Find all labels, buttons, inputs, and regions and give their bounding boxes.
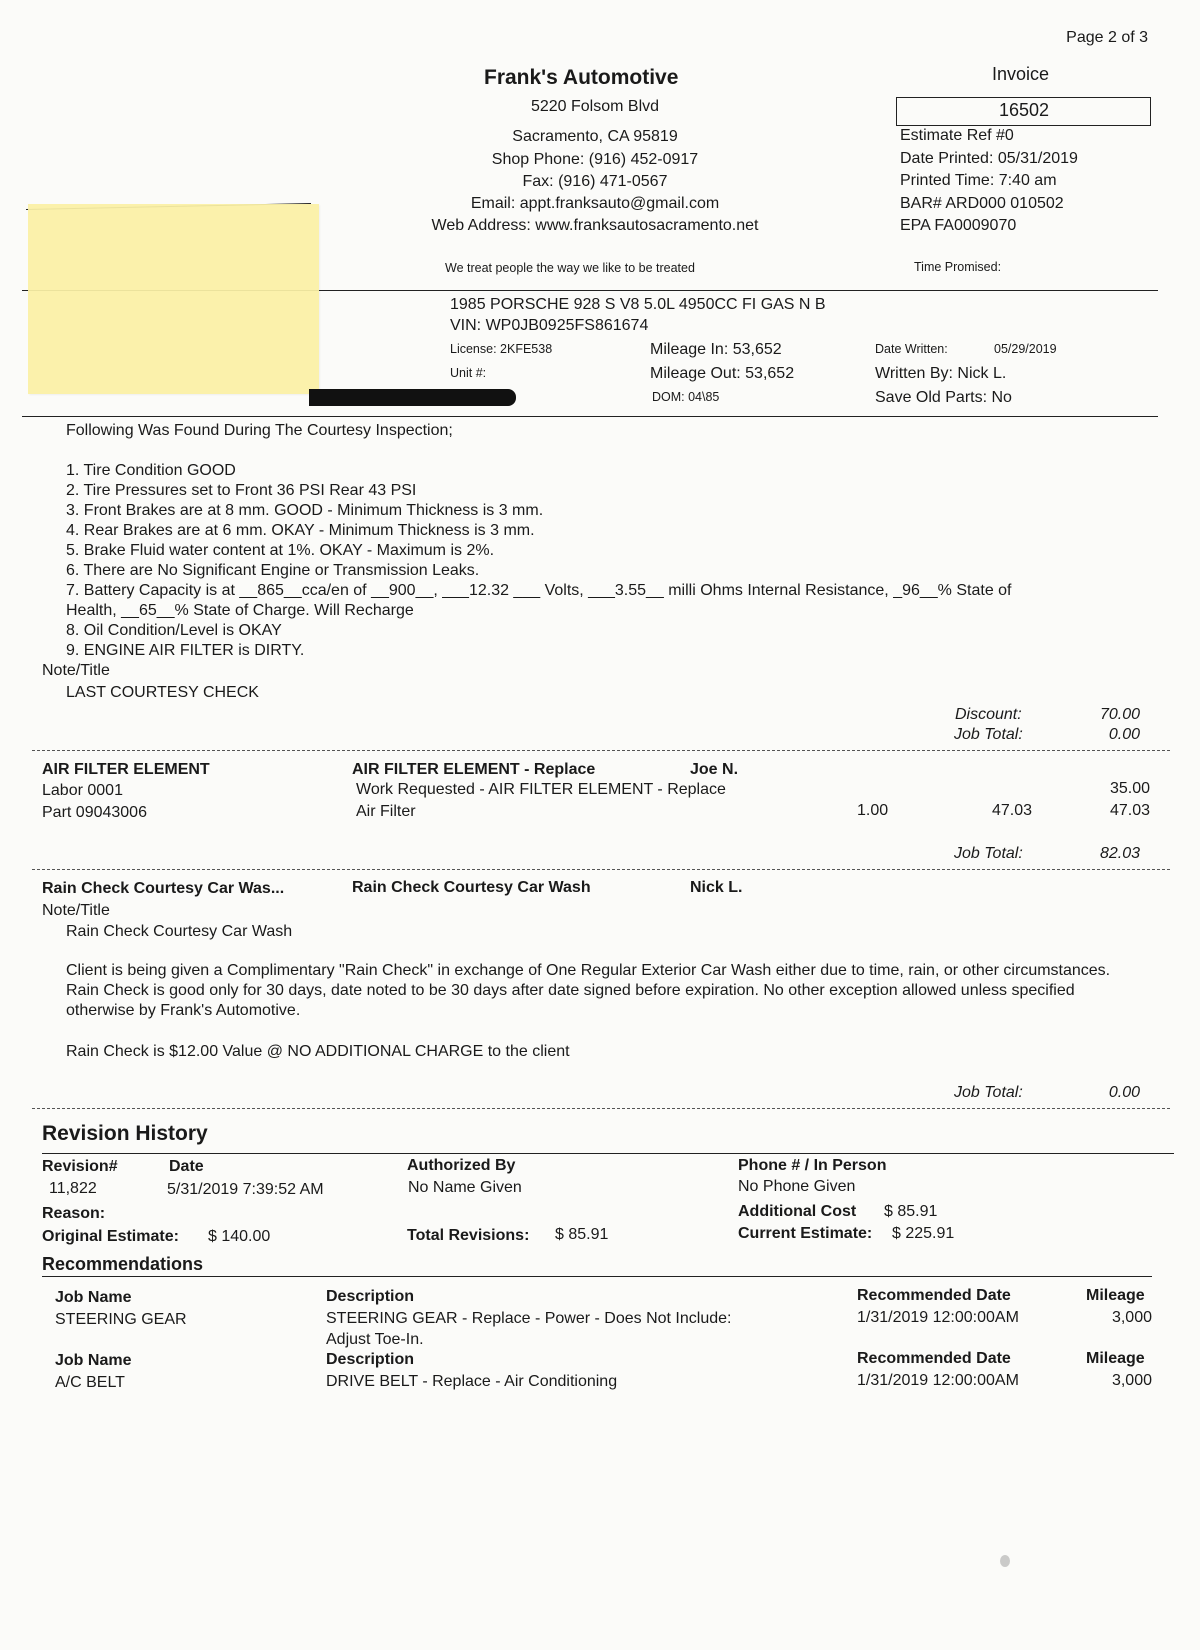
phone-value: No Phone Given xyxy=(738,1178,856,1195)
rec-description: STEERING GEAR - Replace - Power - Does Not Include: xyxy=(326,1310,732,1327)
shop-motto: We treat people the way we like to be treated xyxy=(445,261,695,275)
labor-desc: Work Requested - AIR FILTER ELEMENT - Replace xyxy=(356,781,726,798)
revision-date: 5/31/2019 7:39:52 AM xyxy=(167,1181,324,1198)
date-written-label: Date Written: xyxy=(875,342,948,356)
date-written: 05/29/2019 xyxy=(994,342,1057,356)
invoice-number: 16502 xyxy=(998,100,1050,120)
inspection-item: 9. ENGINE AIR FILTER is DIRTY. xyxy=(66,642,305,659)
rec-date: 1/31/2019 12:00:00AM xyxy=(857,1372,1019,1389)
note-text: Rain Check Courtesy Car Wash xyxy=(66,923,293,940)
part-price: 47.03 xyxy=(991,802,1032,819)
rec-mileage: 3,000 xyxy=(1111,1309,1152,1326)
printed-time: Printed Time: 7:40 am xyxy=(900,172,1057,189)
labor-line-label: Labor 0001 xyxy=(42,782,123,799)
job-total-value: 82.03 xyxy=(1099,845,1140,862)
shop-name: Frank's Automotive xyxy=(484,66,679,89)
vehicle-desc: 1985 PORSCHE 928 S V8 5.0L 4950CC FI GAS N B xyxy=(450,296,826,313)
part-qty: 1.00 xyxy=(857,802,889,819)
col-job-name: Job Name xyxy=(55,1352,132,1369)
rain-check-value: Rain Check is $12.00 Value @ NO ADDITIONAL CHARGE to the client xyxy=(66,1043,570,1060)
phone-label: Phone # / In Person xyxy=(738,1157,887,1174)
note-title-label: Note/Title xyxy=(42,902,110,919)
col-job-name: Job Name xyxy=(55,1289,132,1306)
col-mileage: Mileage xyxy=(1086,1350,1145,1367)
section-divider xyxy=(32,869,1170,870)
rain-check-paragraph: Client is being given a Complimentary "Rain Check" in exchange of One Regular Exterior Car Wash either due to time, rain, or other circumstances. Rain Check is good only for 30 days, date noted to be 30 days after date signed before expiration. No other exception allowed unless specified otherwise by Frank's Automotive. xyxy=(66,962,1111,1019)
inspection-item: 1. Tire Condition GOOD xyxy=(66,462,236,479)
note-title-label: Note/Title xyxy=(42,662,110,679)
note-text: LAST COURTESY CHECK xyxy=(66,684,259,701)
rec-description: DRIVE BELT - Replace - Air Conditioning xyxy=(326,1373,618,1390)
job-total-label: Job Total: xyxy=(954,726,1023,743)
job-title: Rain Check Courtesy Car Wash xyxy=(352,879,591,896)
job-total-value: 0.00 xyxy=(1108,726,1140,743)
job-tech: Joe N. xyxy=(690,761,739,778)
written-by: Written By: Nick L. xyxy=(875,365,1007,382)
shop-fax: Fax: (916) 471-0567 xyxy=(522,173,668,190)
revision-date-label: Date xyxy=(169,1158,204,1175)
inspection-item: 7. Battery Capacity is at __865__cca/en of __900__, ___12.32 ___ Volts, ___3.55__ milli Ohms Internal Resistance, _96__% State of xyxy=(66,582,1012,599)
rec-job-name: STEERING GEAR xyxy=(55,1311,187,1328)
section-divider xyxy=(32,750,1170,751)
inspection-item: 4. Rear Brakes are at 6 mm. OKAY - Minimum Thickness is 3 mm. xyxy=(66,522,535,539)
shop-email: Email: appt.franksauto@gmail.com xyxy=(470,195,720,212)
part-desc: Air Filter xyxy=(356,803,416,820)
labor-amount: 35.00 xyxy=(1109,780,1150,797)
inspection-item: 5. Brake Fluid water content at 1%. OKAY - Maximum is 2%. xyxy=(66,542,495,559)
job-name: Rain Check Courtesy Car Was... xyxy=(42,880,285,897)
col-mileage: Mileage xyxy=(1086,1287,1145,1304)
sticky-note xyxy=(28,204,319,394)
job-tech: Nick L. xyxy=(690,879,743,896)
rec-description-cont: Adjust Toe-In. xyxy=(326,1331,424,1348)
current-estimate-label: Current Estimate: xyxy=(738,1225,873,1242)
shop-phone: Shop Phone: (916) 452-0917 xyxy=(491,151,699,168)
page-number: Page 2 of 3 xyxy=(1066,29,1148,46)
recommendations-divider xyxy=(42,1276,1152,1277)
col-description: Description xyxy=(326,1288,415,1305)
discount-value: 70.00 xyxy=(1099,706,1140,723)
col-recommended-date: Recommended Date xyxy=(857,1287,1011,1304)
redaction-bar xyxy=(309,389,516,406)
section-divider xyxy=(32,1108,1170,1109)
job-total-label: Job Total: xyxy=(954,1084,1023,1101)
inspection-heading: Following Was Found During The Courtesy Inspection; xyxy=(66,422,453,439)
part-amount: 47.03 xyxy=(1109,802,1150,819)
inspection-item: Health, __65__% State of Charge. Will Recharge xyxy=(66,602,414,619)
save-old-parts: Save Old Parts: No xyxy=(875,389,1012,406)
discount-label: Discount: xyxy=(955,706,1022,723)
total-revisions: $ 85.91 xyxy=(555,1226,609,1243)
authorized-by-label: Authorized By xyxy=(407,1157,516,1174)
vehicle-license: License: 2KFE538 xyxy=(450,342,553,356)
part-line-label: Part 09043006 xyxy=(42,804,147,821)
recommendations-heading: Recommendations xyxy=(42,1254,204,1274)
reason-label: Reason: xyxy=(42,1205,106,1222)
inspection-item: 3. Front Brakes are at 8 mm. GOOD - Minimum Thickness is 3 mm. xyxy=(66,502,544,519)
invoice-label: Invoice xyxy=(992,64,1050,84)
scan-speck xyxy=(1000,1555,1010,1567)
col-description: Description xyxy=(326,1351,415,1368)
rec-mileage: 3,000 xyxy=(1111,1372,1152,1389)
job-title: AIR FILTER ELEMENT - Replace xyxy=(352,761,596,778)
inspection-item: 6. There are No Significant Engine or Transmission Leaks. xyxy=(66,562,480,579)
revision-divider xyxy=(42,1153,1174,1154)
estimate-ref: Estimate Ref #0 xyxy=(900,127,1014,144)
shop-web: Web Address: www.franksautosacramento.net xyxy=(431,217,759,234)
revision-heading: Revision History xyxy=(42,1122,208,1145)
inspection-item: 2. Tire Pressures set to Front 36 PSI Rear 43 PSI xyxy=(66,482,417,499)
current-estimate: $ 225.91 xyxy=(892,1225,955,1242)
revision-number: 11,822 xyxy=(49,1180,97,1197)
vehicle-vin: VIN: WP0JB0925FS861674 xyxy=(450,317,649,334)
shop-address: 5220 Folsom Blvd xyxy=(530,98,660,115)
col-recommended-date: Recommended Date xyxy=(857,1350,1011,1367)
original-estimate-label: Original Estimate: xyxy=(42,1228,179,1245)
job-total-label: Job Total: xyxy=(954,845,1023,862)
vehicle-divider xyxy=(22,416,1158,417)
time-promised: Time Promised: xyxy=(914,260,1002,274)
inspection-item: 8. Oil Condition/Level is OKAY xyxy=(66,622,282,639)
rec-job-name: A/C BELT xyxy=(55,1374,125,1391)
job-total-value: 0.00 xyxy=(1108,1084,1140,1101)
date-printed: Date Printed: 05/31/2019 xyxy=(900,150,1078,167)
vehicle-dom: DOM: 04\85 xyxy=(652,390,720,404)
original-estimate: $ 140.00 xyxy=(208,1228,271,1245)
shop-city: Sacramento, CA 95819 xyxy=(512,128,678,145)
job-name: AIR FILTER ELEMENT xyxy=(42,761,210,778)
bar-number: BAR# ARD000 010502 xyxy=(900,195,1064,212)
authorized-by: No Name Given xyxy=(408,1179,522,1196)
rec-date: 1/31/2019 12:00:00AM xyxy=(857,1309,1019,1326)
mileage-out: Mileage Out: 53,652 xyxy=(650,365,795,382)
total-revisions-label: Total Revisions: xyxy=(407,1227,530,1244)
epa-number: EPA FA0009070 xyxy=(900,217,1017,234)
additional-cost: $ 85.91 xyxy=(884,1203,938,1220)
mileage-in: Mileage In: 53,652 xyxy=(650,341,782,358)
additional-cost-label: Additional Cost xyxy=(738,1203,857,1220)
revision-number-label: Revision# xyxy=(42,1158,118,1175)
vehicle-unit: Unit #: xyxy=(450,366,487,380)
